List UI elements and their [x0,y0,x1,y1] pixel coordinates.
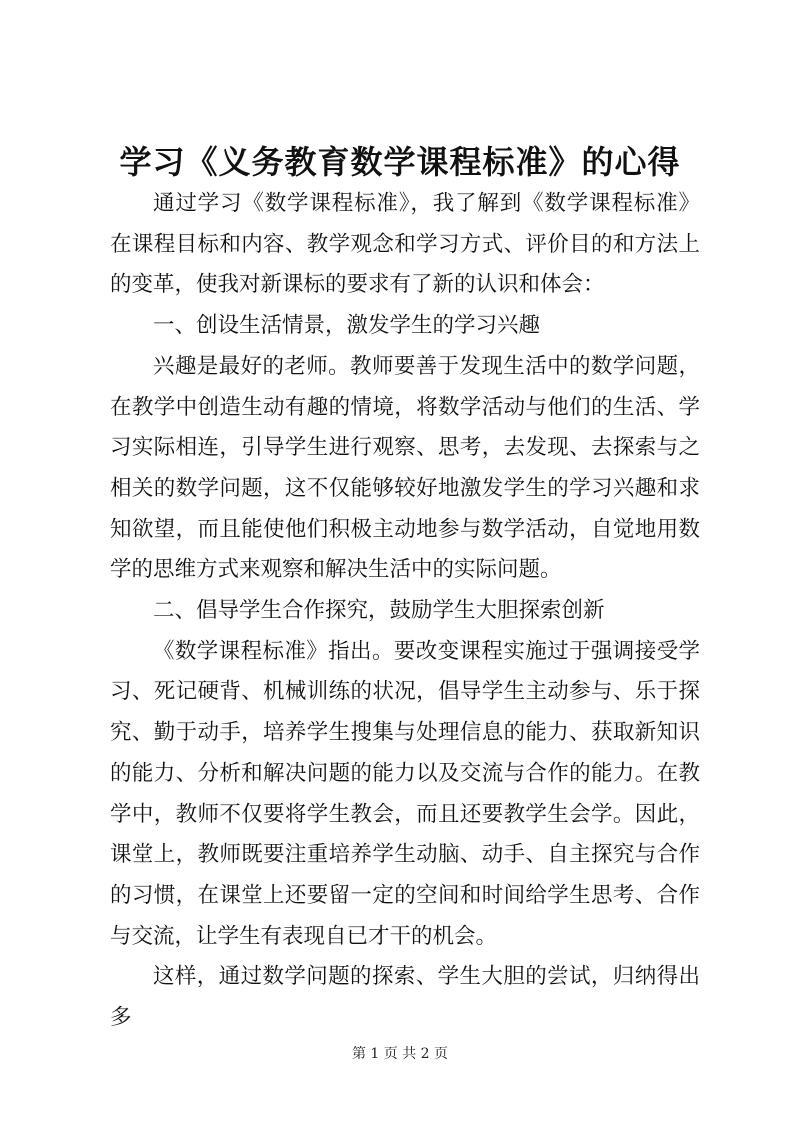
document-body [110,184,700,1039]
paragraph-intro: 通过学习《数学课程标准》，我了解到《数学课程标准》在课程目标和内容、教学观念和学习方式、评价目的和方法上的变革，使我对新课标的要求有了新的认识和体会： [110,191,700,298]
paragraph-continuation: 这样，通过数学问题的探索、学生大胆的尝试，归纳得出多 [110,964,700,1031]
document-title: 学习《义务教育数学课程标准》的心得 [119,143,681,181]
paragraph-section-1: 兴趣是最好的老师。教师要善于发现生活中的数学问题，在教学中创造生动有趣的情境，将数学活动与他们的生活、学习实际相连，引导学生进行观察、思考，去发现、去探索与之相关的数学问题，这不仅能够较好地激发学生的学习兴趣和求知欲望，而且能使他们积极主动地参与数学活动，自觉地用数学的思维方式来观察和解决生活中的实际问题。 [110,353,700,583]
section-heading-1: 一、创设生活情景，激发学生的学习兴趣 [153,313,541,339]
page-number-footer: 第 1 页 共 2 页 [351,1046,449,1062]
section-heading-2: 二、倡导学生合作探究，鼓励学生大胆探索创新 [153,598,605,624]
paragraph-section-2: 《数学课程标准》指出。要改变课程实施过于强调接受学习、死记硬背、机械训练的状况，倡导学生主动参与、乐于探究、勤于动手，培养学生搜集与处理信息的能力、获取新知识的能力、分析和解决问题的能力以及交流与合作的能力。在教学中，教师不仅要将学生教会，而且还要教学生会学。因此，课堂上，教师既要注重培养学生动脑、动手、自主探究与合作的习惯，在课堂上还要留一定的空间和时间给学生思考、合作与交流，让学生有表现自已才干的机会。 [110,638,700,949]
